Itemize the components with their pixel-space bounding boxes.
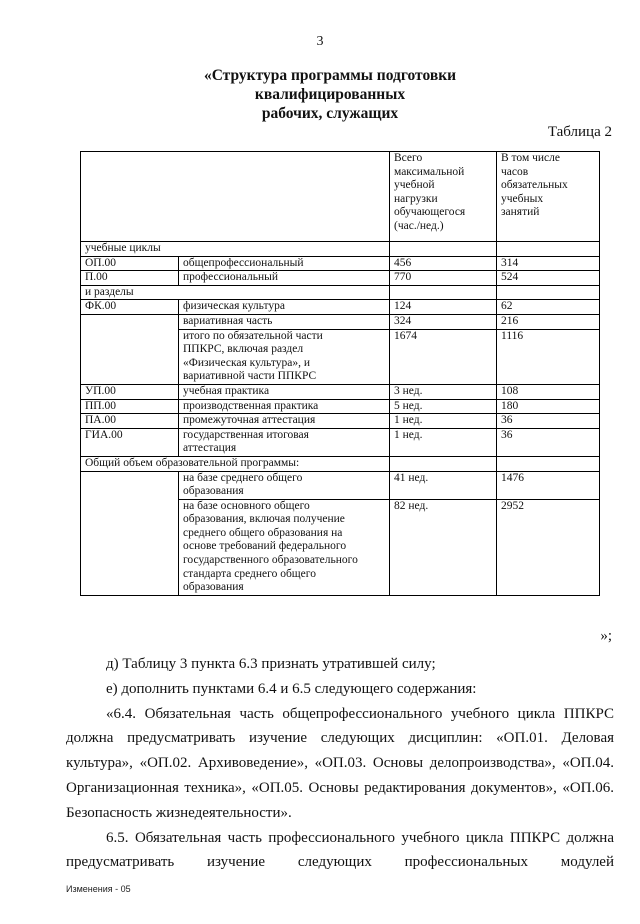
header-required-hours: В том числе часов обязательных учебных занятий <box>497 152 600 242</box>
paragraph-6-5: 6.5. Обязательная часть профессионального учебного цикла ППКРС должна предусматривать изучение следующих профессиональных модулей <box>66 829 614 871</box>
section-label-cycles: учебные циклы <box>81 242 390 257</box>
table-row: ПА.00 промежуточная аттестация 1 нед. 36 <box>81 414 600 429</box>
general-volume-label: Общий объем образовательной программы: <box>81 456 390 471</box>
page-number: 3 <box>316 34 324 49</box>
table-row: УП.00 учебная практика 3 нед. 108 <box>81 384 600 399</box>
header-empty-cell <box>81 152 390 242</box>
table-row: итого по обязательной части ППКРС, включая раздел «Физическая культура», и вариативной части ППКРС 1674 1116 <box>81 329 600 384</box>
footer-note: Изменения - 05 <box>66 884 131 894</box>
table-row: вариативная часть 324 216 <box>81 314 600 329</box>
table-row: П.00 профессиональный 770 524 <box>81 271 600 286</box>
title-line-2: рабочих, служащих <box>261 105 399 122</box>
table-header-row <box>81 152 600 242</box>
table-row: ОП.00 общепрофессиональный 456 314 <box>81 256 600 271</box>
amendment-text <box>66 652 614 875</box>
table-row: на базе среднего общего образования 41 нед. 1476 <box>81 471 600 499</box>
section-title <box>130 66 530 123</box>
table-row <box>81 456 600 471</box>
program-structure-table <box>80 151 600 596</box>
table-row <box>81 242 600 257</box>
table-row: ПП.00 производственная практика 5 нед. 180 <box>81 399 600 414</box>
table-row: ФК.00 физическая культура 124 62 <box>81 300 600 315</box>
table-row: на базе основного общего образования, включая получение среднего общего образования на основе требований федерального государственного образовательного стандарта среднего общего образования 82 нед. 2952 <box>81 499 600 595</box>
table-row <box>81 285 600 300</box>
table-closing-quote: »; <box>600 628 612 644</box>
header-total-load: Всего максимальной учебной нагрузки обучающегося (час./нед.) <box>390 152 497 242</box>
table-row: ГИА.00 государственная итоговая аттестация 1 нед. 36 <box>81 428 600 456</box>
table-caption: Таблица 2 <box>547 124 612 140</box>
paragraph-d: д) Таблицу 3 пункта 6.3 признать утратившей силу; <box>106 656 436 672</box>
paragraph-e: е) дополнить пунктами 6.4 и 6.5 следующего содержания: <box>106 680 477 697</box>
paragraph-6-4: «6.4. Обязательная часть общепрофессионального учебного цикла ППКРС должна предусматривать изучение следующих дисциплин: «ОП.01. Деловая культура», «ОП.02. Архивоведение», «ОП.03. Основы делопроизводства», «ОП.04. Организационная техника», «ОП.05. Основы редактирования документов», «ОП.06. Безопасность жизнедеятельности». <box>66 705 614 821</box>
section-label-parts: и разделы <box>81 285 390 300</box>
title-line-1: «Структура программы подготовки квалифицированных <box>203 67 457 103</box>
